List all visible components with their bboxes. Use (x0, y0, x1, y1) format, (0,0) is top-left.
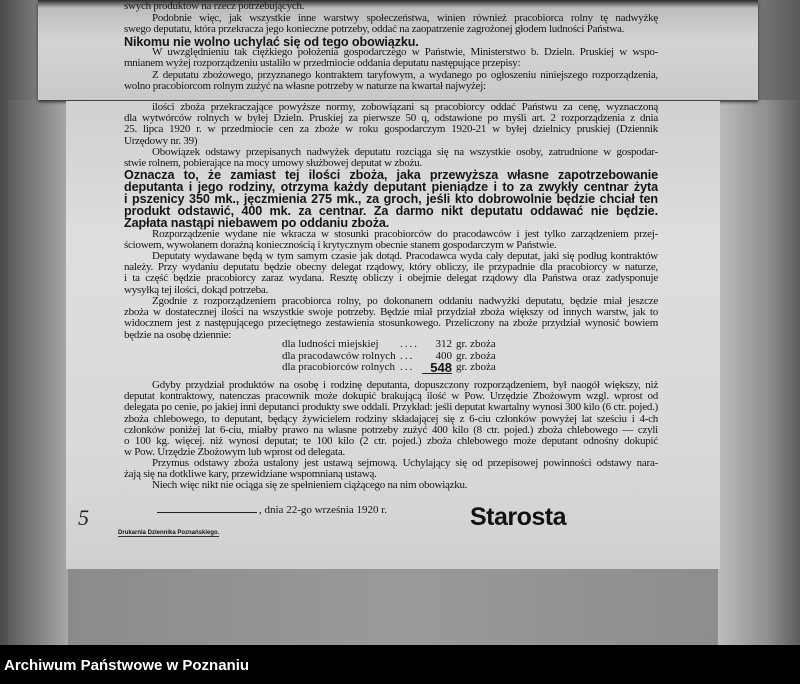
text-line: swych produktów na rzecz potrzebujących. (124, 0, 305, 12)
signature-starosta: Starosta (470, 503, 567, 531)
text-line: ściowem, wywołanem doraźną koniecznością i krytycznym obecnie stanem gospodarczym w Państwie. (124, 239, 557, 252)
text-line: członków poniżej lat 6-ciu, miałby prawo na własne potrzeby zużyć 400 kilo (8 ctr. pojed.) zboża chlebowego — czyli (124, 423, 658, 436)
text-line: o 100 kg. więcej. niż wynosi deputat; te 100 kilo (2 ctr. pojed.) zboża chlebowego może deputant odnośny dokupić (124, 434, 658, 447)
strip-paragraph-0 (124, 1, 424, 12)
paragraph-price (124, 102, 658, 147)
printer-imprint: Drukarnia Dziennika Poznańskiego. (118, 530, 220, 536)
text-line: dla wytwórców rolnych w byłej Dzieln. Pruskiej za pierwsze 50 q, odstawione po myśli art. 2 rozporządzenia z dnia (124, 112, 658, 125)
paragraph-deputaty (124, 251, 658, 296)
text-line: Oznacza to, że zamiast tej ilości zboża, jaka przewyższa własne zapotrzebowanie (124, 168, 658, 182)
text-line: wysyłką tej ilości, dokąd potrzeba. (124, 283, 268, 296)
allocation-table (282, 339, 496, 374)
place-blank (157, 512, 257, 513)
text-line: należy. Przy wydaniu deputatu będzie obecny delegat rządowy, który obliczy, ile przypadnie dla pracobiorcy w naturze, (124, 261, 658, 274)
paragraph-closing (124, 480, 658, 491)
row-unit: gr. zboża (456, 361, 496, 373)
row-label: dla ludności miejskiej (282, 338, 379, 350)
text-line: w Pow. Urzędzie Zbożowym lub wprost od delegata. (124, 446, 345, 459)
row-value: 400 (435, 349, 452, 362)
text-line: będzie na osobę dziennie: (124, 328, 232, 341)
archive-name: Archiwum Państwowe w Poznaniu (4, 657, 250, 674)
paragraph-example (124, 380, 658, 458)
text-line: Zapłata nastąpi niebawem po oddaniu zboża. (124, 216, 390, 230)
handwritten-mark: 5 (78, 505, 89, 530)
table-row (282, 339, 496, 351)
table-row (282, 362, 496, 374)
text-line: swego deputatu, która przekracza jego konieczne potrzeby, oddać na zaopatrzenie zagrożonej głodem ludności Państwa. (124, 23, 625, 36)
left-sheet-edge (8, 100, 68, 645)
text-line: Gdyby przydział produktów na osobę i rodzinę deputanta, dopuszczony rozporządzeniem, był naogół większy, niż (152, 379, 658, 391)
text-line: 25. lipca 1920 r. w przedmiocie cen za zboże w roku gospodarczym 1920-21 w byłej dzielnicy pruskiej (Dziennik (124, 123, 658, 136)
text-line: zboża w dostatecznej ilości na wszystkie swoje potrzeby. Będzie miał przydział zboża większy od innych warstw, jak to (124, 306, 658, 319)
strip-paragraph-1 (124, 13, 658, 35)
text-line: Deputaty wydawane będą w tym samym czasie jak dotąd. Pracodawca wyda cały deputat, jaki się podług kontraktów (152, 250, 658, 262)
text-line: Niech więc nikt nie ociąga się ze spełnieniem ciążącego na nim obowiązku. (152, 479, 468, 491)
paragraph-obligation (124, 147, 658, 169)
row-unit: gr. zboża (456, 338, 496, 350)
text-line: delegata po cenie, po jakiej inni deputanci produkty swe oddali. Przykład: jeśli deputat kwartalny wynosi 300 kilo (6 ctr. pojed.) (124, 401, 658, 414)
text-line: i ta część będzie pracobiorcy zaraz wydana. Resztę obliczy i obejmie delegat rządowy dla Państwa oraz zadysponuje (124, 272, 658, 285)
text-line: deputanta i jego rodziny, otrzyma każdy deputant pieniądze i to za zwykły centnar żyta (124, 180, 658, 194)
text-line: wolno pracobiorcom rolnym zużyć na własne potrzeby w naturze na kwartał najwyżej: (124, 80, 486, 93)
text-line: Przymus odstawy zboża ustalony jest ustawą sejmową. Uchylający się od przepisowej powinności odstawy nara- (152, 457, 658, 469)
text-line: mnianem wyżej rozporządzeniu ustaliło w przedmiocie oddania deputatu następujące przepisy: (124, 57, 521, 70)
text-line: ilości zboża przekraczające powyższe normy, zobowiązani są pracobiorcy oddać Państwu za cenę, wyznaczoną (152, 101, 658, 113)
row-label: dla pracobiorców rolnych (282, 361, 396, 373)
archive-footer (0, 645, 800, 684)
text-line: Urzędowy nr. 39) (124, 134, 198, 147)
row-value: 312 (435, 338, 452, 350)
row-dots: ... (400, 349, 415, 362)
text-line: stwie rolnem, pobierające na mocy umowy służbowej deputat w zbożu. (124, 157, 422, 170)
text-line: Zgodnie z rozporządzeniem pracobiorca rolny, po dokonanem oddaniu nadwyżki deputatu, będzie miał jeszcze (152, 295, 658, 307)
text-line: W uwzględnieniu tak ciężkiego położenia gospodarczego w Państwie, Ministerstwo b. Dzieln. Pruskiej w wspo- (152, 46, 658, 58)
paragraph-regulation (124, 229, 658, 251)
text-line: Podobnie więc, jak wszystkie inne warstwy społeczeństwa, winien również pracobiorca rolny tę nadwyżkę (152, 12, 658, 24)
date-text: , dnia 22-go września 1920 r. (259, 504, 387, 516)
row-dots: .... (400, 338, 419, 350)
text-line: i pszenicy 350 mk., jęczmienia 275 mk., za groch, jeśli kto dobrowolnie będzie chciał ten (124, 192, 658, 206)
row-label: dla pracodawców rolnych (282, 349, 396, 362)
text-line: produkt odstawić, 400 mk. za centnar. Za darmo nikt deputatu oddawać nie będzie. (124, 204, 658, 218)
text-line: Obowiązek odstawy przepisanych nadwyżek deputatu rozciąga się na wszystkie osoby, zatrudnione w gospodar- (152, 146, 658, 158)
paragraph-penalty (124, 458, 658, 480)
text-line: Z deputatu zbożowego, przyznanego kontraktem taryfowym, a wydanego po ogłoszeniu niniejszego rozporządzenia, (152, 69, 658, 81)
text-line: Nikomu nie wolno uchylać się od tego obowiązku. (124, 35, 419, 49)
row-dots: ... (400, 361, 415, 373)
strip-paragraph-3 (124, 47, 658, 69)
text-line: żają się na dotkliwe kary, przewidziane wspomnianą ustawą. (124, 468, 377, 481)
text-line: Rozporządzenie wydane nie wkracza w stosunki pracobiorców do pracodawców i jest tylko zarządzeniem przej- (152, 228, 658, 240)
text-line: zboża chlebowego, to deputant, będący żywicielem rodziny składającej się z 6-ciu członków powyżej lat sześciu i 4-ch (124, 412, 658, 425)
strip-paragraph-4 (124, 70, 658, 92)
row-value-highlighted: 548 (422, 362, 452, 374)
row-unit: gr. zboża (456, 349, 496, 362)
date-line (157, 504, 387, 516)
right-sheet-edge (718, 100, 800, 645)
paragraph-bold-payment (124, 169, 658, 229)
paragraph-allocation (124, 296, 658, 341)
text-line: deputat kontraktowy, natenczas pracownik może dokupić brakującą ilość w Pow. Urzędzie Zbożowym wzgl. wprost od (124, 390, 658, 403)
text-line: widocznem jest z następującego przeciętnego zestawienia stosunkowego. Przeliczony na zboże przydział wynosić bowiem (124, 317, 658, 330)
